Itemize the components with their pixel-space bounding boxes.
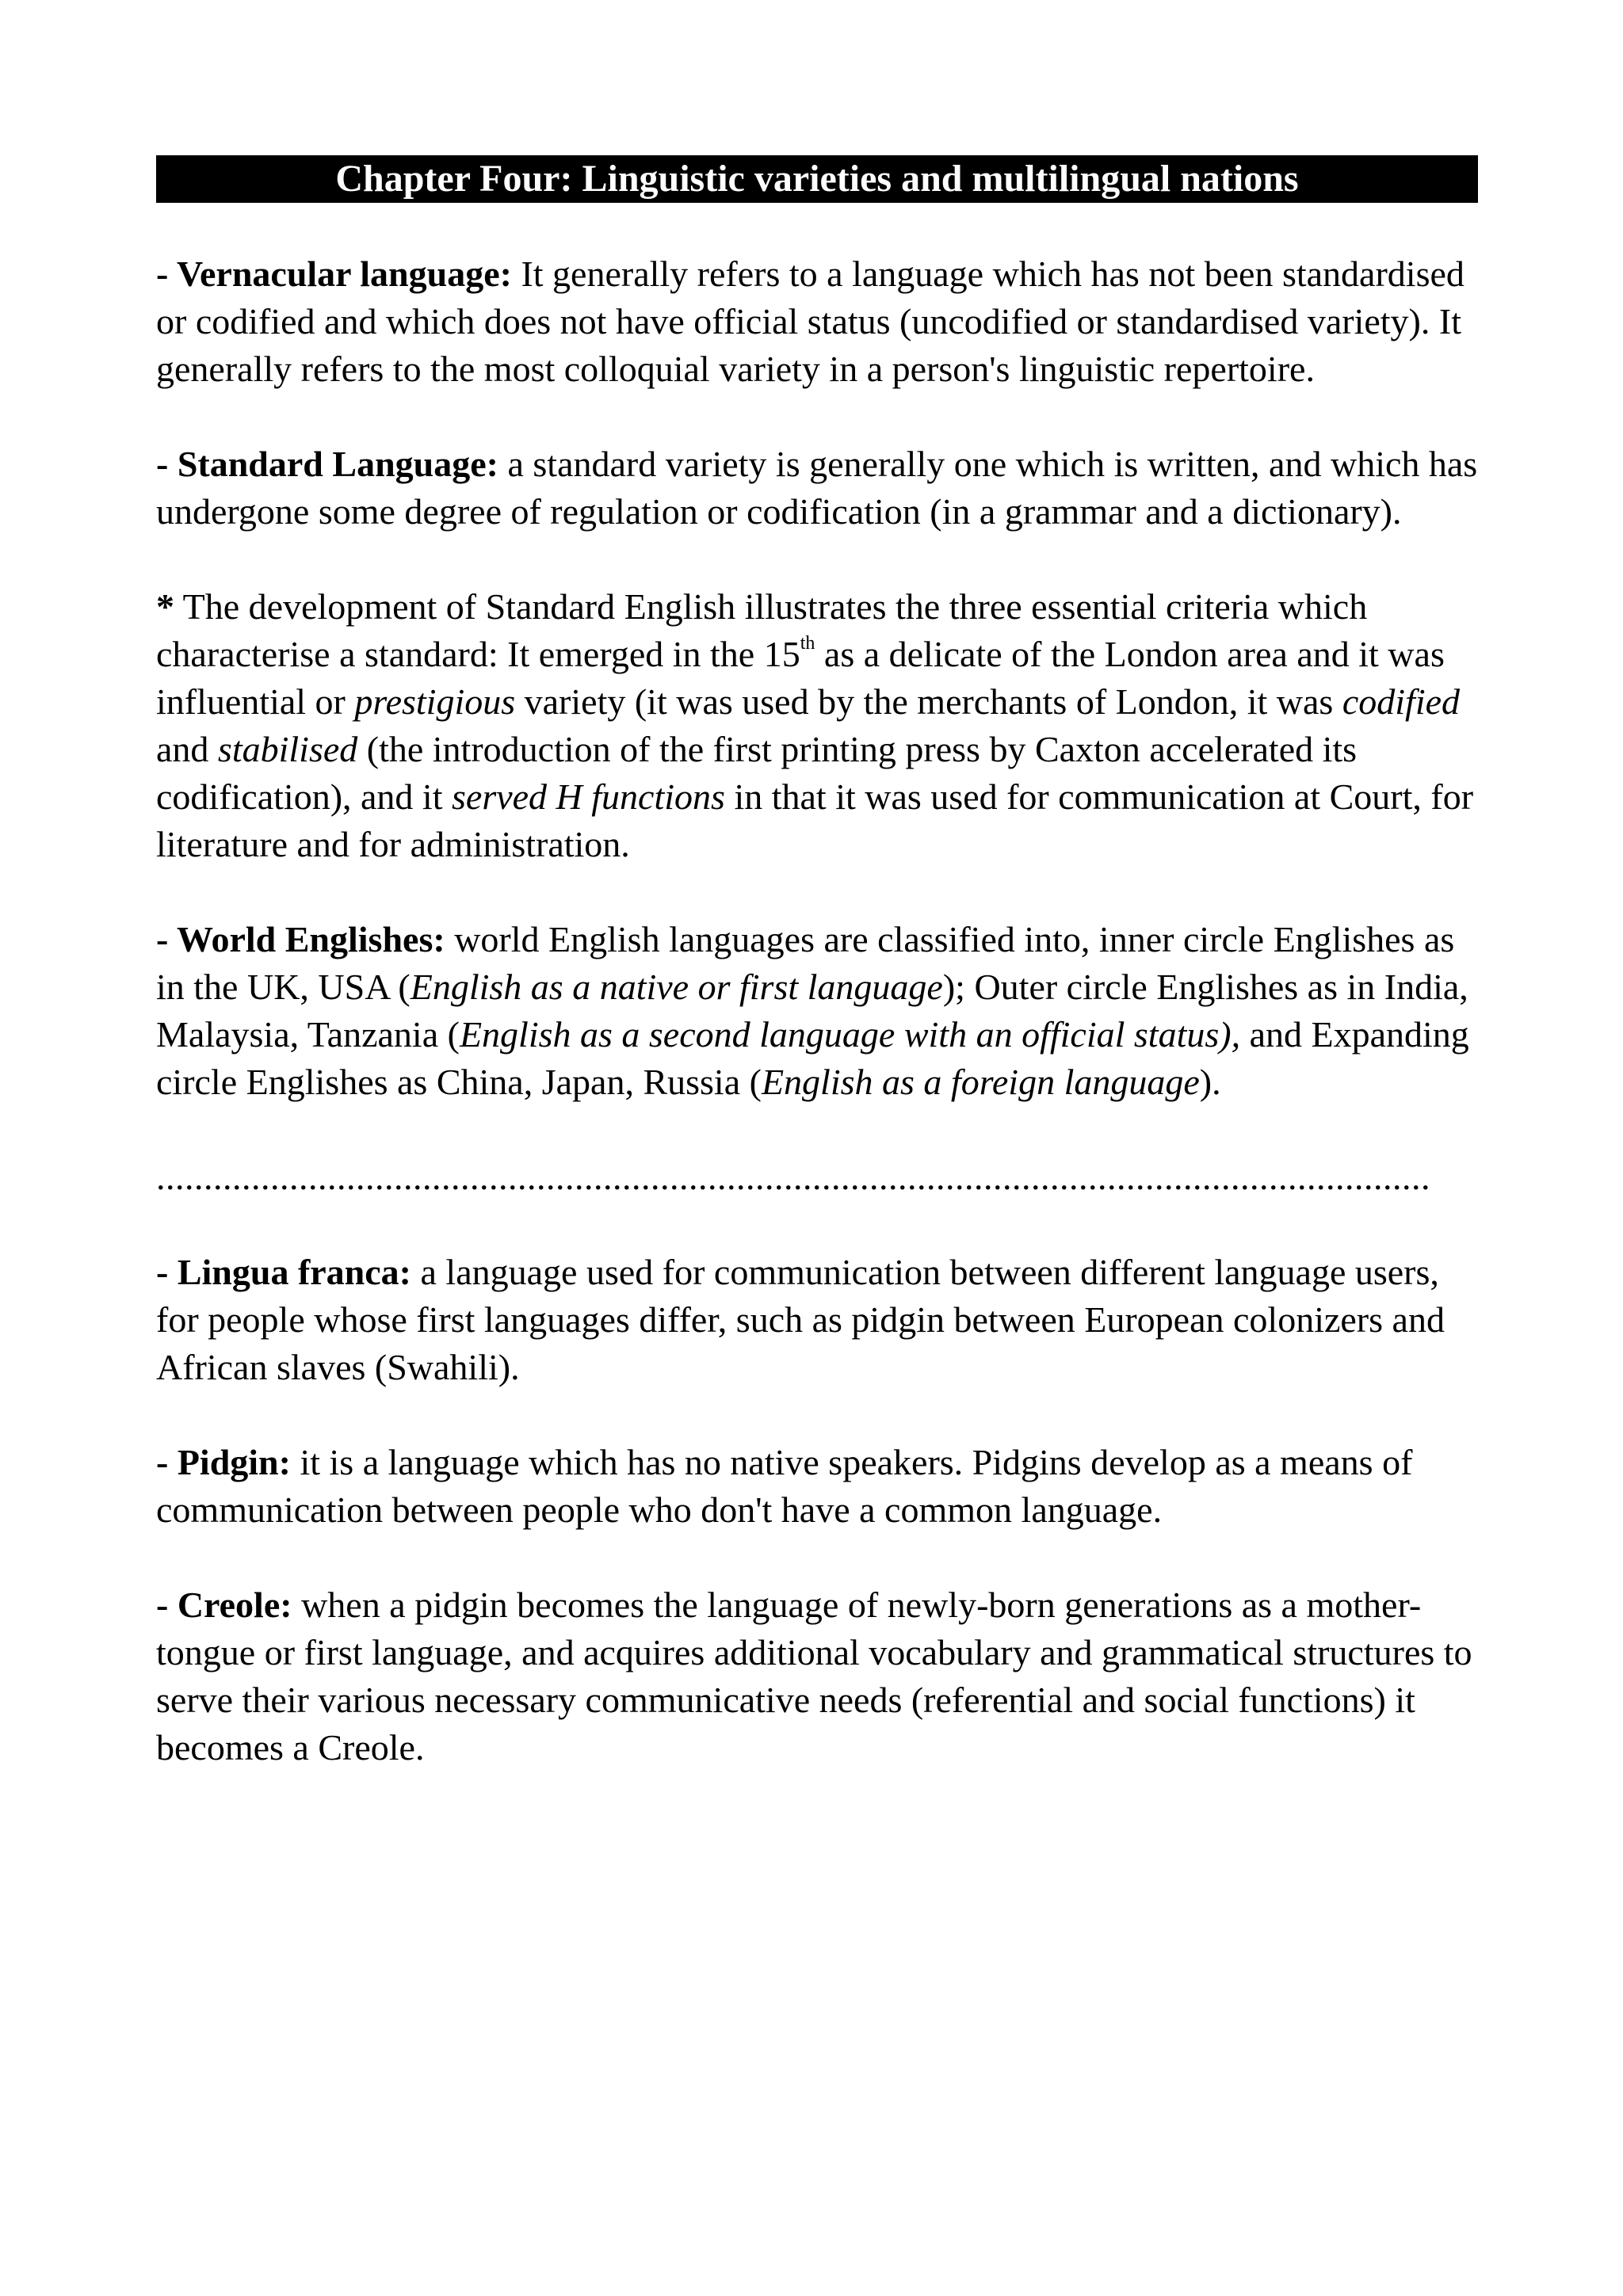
definition-text: ). — [1199, 1062, 1221, 1102]
note-text: The development of Standard English illustrates the three essential criteria which characterise a standard: It emerged in the 15 — [156, 586, 1368, 674]
paragraph-pidgin — [156, 1439, 1478, 1534]
paragraph-lingua-franca — [156, 1249, 1478, 1391]
emphasis-inner-circle: English as a native or first language — [410, 967, 943, 1007]
definition-text: ); Outer circle Englishes as in India, Malaysia, Tanzania ( — [156, 967, 1468, 1055]
term-world-englishes: - World Englishes: — [156, 919, 445, 959]
emphasis-outer-circle: English as a second language with an official status), — [459, 1014, 1241, 1055]
emphasis-expanding-circle: English as a foreign language — [761, 1062, 1200, 1102]
term-standard-language: - Standard Language: — [156, 444, 498, 484]
emphasis-prestigious: prestigious — [354, 681, 516, 722]
paragraph-standard-language — [156, 441, 1478, 536]
definition-standard-language: a standard variety is generally one which is written, and which has undergone some degree of regulation or codification (in a grammar and a dictionary). — [156, 444, 1478, 532]
document-page — [156, 155, 1478, 1772]
emphasis-codified: codified — [1342, 681, 1461, 722]
definition-text: and Expanding circle Englishes as China, Japan, Russia ( — [156, 1014, 1469, 1102]
note-asterisk: * — [156, 586, 174, 627]
term-creole: - Creole: — [156, 1585, 292, 1625]
definition-lingua-franca: a language used for communication between different language users, for people whose first languages differ, such as pidgin between European colonizers and African slaves (Swahili). — [156, 1252, 1445, 1387]
note-text: variety (it was used by the merchants of London, it was — [515, 681, 1342, 722]
definition-creole: when a pidgin becomes the language of newly-born generations as a mother-tongue or first language, and acquires additional vocabulary and grammatical structures to serve their various necessary communicative needs (referential and social functions) it becomes a Creole. — [156, 1585, 1472, 1768]
paragraph-world-englishes — [156, 916, 1478, 1106]
note-text: as a delicate of the London area and it was influential or — [156, 634, 1445, 722]
term-lingua-franca: - Lingua franca: — [156, 1252, 411, 1292]
term-pidgin: - Pidgin: — [156, 1442, 291, 1482]
paragraph-standard-english-note — [156, 583, 1478, 868]
paragraph-creole — [156, 1581, 1478, 1772]
note-text: (the introduction of the first printing press by Caxton accelerated its codification), and it — [156, 729, 1358, 817]
definition-text: world English languages are classified into, inner circle Englishes as in the UK, USA ( — [156, 919, 1455, 1007]
chapter-title-text: Chapter Four: Linguistic varieties and multilingual nations — [335, 158, 1299, 200]
definition-pidgin: it is a language which has no native speakers. Pidgins develop as a means of communication between people who don't have a common language. — [156, 1442, 1413, 1530]
emphasis-served-h-functions: served H functions — [452, 776, 725, 817]
note-text: in that it was used for communication at Court, for literature and for administration. — [156, 776, 1474, 864]
dotted-separator: ...................................................................................................................................... — [156, 1157, 1430, 1197]
note-text: and — [156, 729, 218, 769]
ordinal-superscript: th — [800, 633, 815, 654]
emphasis-stabilised: stabilised — [217, 729, 358, 769]
chapter-title — [156, 155, 1478, 203]
paragraph-vernacular-language — [156, 250, 1478, 393]
term-vernacular-language: - Vernacular language: — [156, 254, 512, 294]
definition-vernacular-language: It generally refers to a language which has not been standardised or codified and which does not have official status (uncodified or standardised variety). It generally refers to the most colloquial variety in a person's linguistic repertoire. — [156, 254, 1465, 389]
